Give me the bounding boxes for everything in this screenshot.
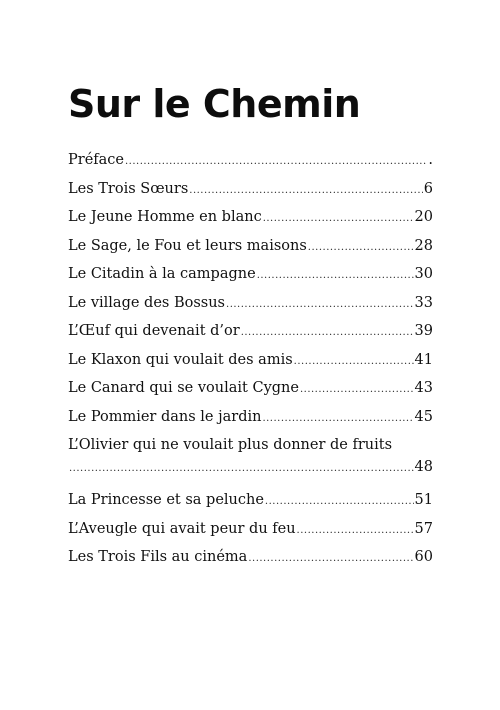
dot-leader [125,148,427,177]
toc-entry-citadin[interactable] [68,260,433,289]
toc-entry-label: L’Œuf qui devenait d’or [68,323,240,339]
toc-entry-sage-fou[interactable] [68,232,433,261]
toc-entry-label: Préface [68,152,124,168]
page-title: Sur le Chemin [68,82,361,126]
toc-page-number: 41 [414,351,433,368]
toc-page-number: 30 [414,266,433,282]
toc-page-number: 28 [414,237,433,254]
toc-page-number: 20 [414,209,433,225]
dot-leader [257,262,414,291]
toc-entry-label: Les Trois Fils au cinéma [68,549,248,565]
dot-leader [189,177,423,206]
toc-page-number: 33 [414,294,433,311]
dot-leader [248,545,413,574]
dot-leader [241,319,414,348]
toc-entry-label: Le Jeune Homme en blanc [68,209,262,225]
toc-entry-preface[interactable] [68,146,433,175]
toc-page-number: 51 [414,492,433,508]
dot-leader [294,348,414,377]
toc-entry-label: L’Aveugle qui avait peur du feu [68,520,296,537]
toc-entry-label: Le village des Bossus [68,294,226,311]
toc-entry-label: Le Canard qui se voulait Cygne [68,380,299,396]
toc-entry-village-bossus[interactable] [68,289,433,318]
toc-page-number: 45 [414,408,433,425]
toc-entry-label: Le Pommier dans le jardin [68,408,262,425]
toc-entry-trois-fils[interactable] [68,543,433,572]
toc-entry-label: L’Olivier qui ne voulait plus donner de fruits [68,437,393,453]
dot-leader [300,376,414,405]
dot-leader [263,205,414,234]
toc-page-number: 6 [423,180,433,197]
dot-leader [308,234,414,263]
toc-entry-jeune-homme[interactable] [68,203,433,232]
toc-entry-pommier[interactable] [68,403,433,432]
toc-entry-canard[interactable] [68,374,433,403]
toc-entry-label: La Princesse et sa peluche [68,492,264,508]
toc-page-number: 60 [414,549,433,565]
dot-leader [69,458,414,480]
toc-entry-trois-soeurs[interactable] [68,175,433,204]
toc-page-number: . [428,152,433,168]
toc-entry-second-line [68,456,433,486]
dot-leader [297,517,414,546]
toc-entry-label: Le Citadin à la campagne [68,266,256,282]
toc-entry-oeuf-or[interactable] [68,317,433,346]
dot-leader [226,291,414,320]
toc-page-number: 48 [414,459,433,475]
toc-entry-label: Le Sage, le Fou et leurs maisons [68,237,307,254]
toc-entry-aveugle[interactable] [68,515,433,544]
toc-page-number: 43 [414,380,433,396]
toc-entry-label: Le Klaxon qui voulait des amis [68,351,293,368]
toc-entry-klaxon[interactable] [68,346,433,375]
toc-page-number: 57 [414,520,433,537]
dot-leader [262,405,413,434]
toc-entry-label: Les Trois Sœurs [68,180,189,197]
table-of-contents-page [68,82,433,572]
dot-leader [265,488,414,517]
toc-entry-princesse[interactable] [68,486,433,515]
toc-entry-olivier[interactable] [68,431,433,486]
toc-list [68,146,433,572]
toc-page-number: 39 [414,323,433,339]
